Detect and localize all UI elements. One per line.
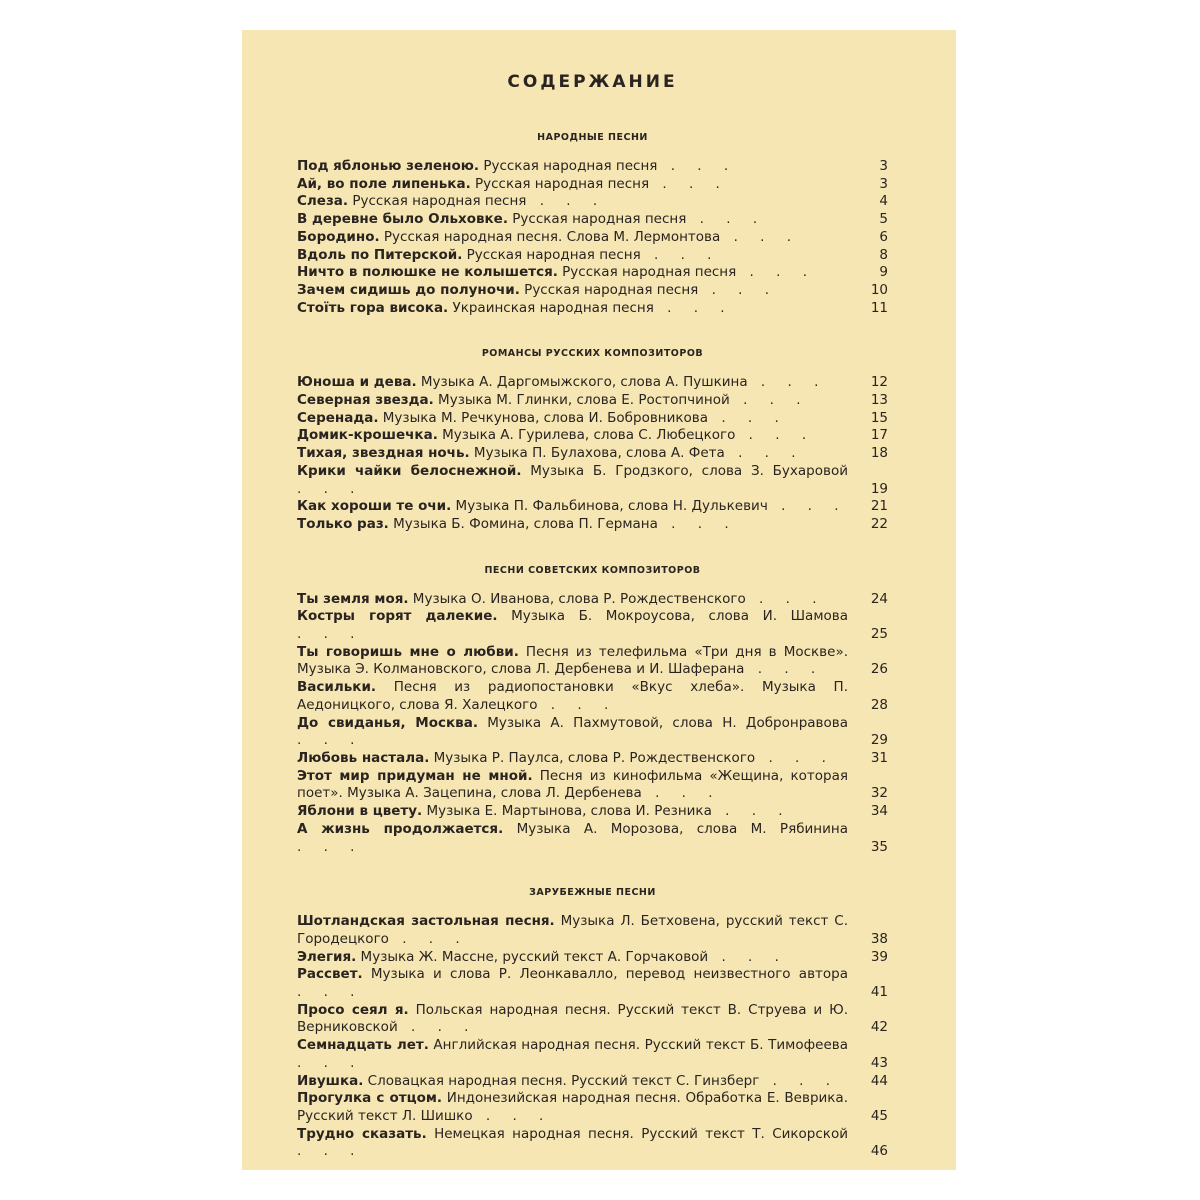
page-number: 13 [870, 392, 888, 409]
entry-text [297, 158, 862, 176]
leader-dots: . . . [297, 480, 364, 497]
entry-description: Музыка П. Фальбинова, слова Н. Дулькевич [451, 498, 768, 515]
entry-title: Слеза. [297, 193, 349, 210]
page-number: 4 [879, 193, 888, 210]
page-number: 3 [879, 158, 888, 174]
leader-dots: . . . [640, 246, 721, 263]
leader-dots: . . . [657, 158, 738, 174]
entry-text [297, 1126, 862, 1161]
page-number: 41 [870, 984, 888, 1001]
entry-title: Серенада. [297, 409, 379, 426]
toc-entry [297, 410, 888, 428]
entry-text [297, 1037, 862, 1072]
page-number: 22 [870, 515, 888, 532]
entry-title: Под яблонью зеленою. [297, 158, 480, 174]
entry-text [297, 392, 862, 410]
entry-text [297, 1073, 862, 1091]
page-number: 28 [870, 696, 888, 713]
toc-entry [297, 1073, 888, 1091]
entry-title: Только раз. [297, 515, 389, 532]
leader-dots: . . . [397, 1019, 478, 1036]
entry-text [297, 211, 862, 229]
entry-text [297, 516, 862, 534]
toc-entry [297, 591, 888, 609]
entry-text [297, 768, 862, 803]
toc-entry [297, 282, 888, 300]
leader-dots: . . . [649, 175, 729, 192]
entry-description: Музыка Ж. Массне, русский текст А. Горчаковой [356, 948, 709, 965]
entry-description: Музыка А. Морозова, слова М. Рябинина [503, 820, 848, 837]
toc-entry [297, 768, 888, 803]
toc-section [297, 348, 888, 533]
page-number: 10 [870, 281, 888, 298]
entry-description: Музыка Е. Мартынова, слова И. Резника [422, 803, 712, 820]
entry-description: Песня из телефильма «Три дня в Москве». Музыка Э. Колмановского, слова Л. Дербенева и И. Шаферана [297, 643, 848, 678]
entry-text [297, 374, 862, 392]
toc-entry [297, 949, 888, 967]
leader-dots: . . . [526, 193, 607, 210]
entry-text [297, 803, 862, 821]
entry-title: Домик-крошечка. [297, 427, 438, 444]
entry-title: Прогулка с отцом. [297, 1090, 443, 1107]
entry-title: Ничто в полюшке не колышется. [297, 264, 558, 281]
page-number: 39 [870, 948, 888, 965]
leader-dots: . . . [747, 374, 828, 391]
entry-title: Вдоль по Питерской. [297, 246, 463, 263]
leader-dots: . . . [297, 626, 364, 643]
page-number: 29 [870, 732, 888, 749]
page-number: 43 [870, 1054, 888, 1071]
entry-description: Украинская народная песня [448, 299, 654, 316]
toc-entry [297, 644, 888, 679]
entry-text [297, 176, 862, 194]
entry-title: Северная звезда. [297, 392, 434, 409]
entry-description: Русская народная песня [462, 246, 641, 263]
leader-dots: . . . [297, 1143, 364, 1160]
toc-entry [297, 264, 888, 282]
leader-dots: . . . [745, 590, 826, 607]
entry-text [297, 427, 862, 445]
entry-text [297, 229, 862, 247]
page-title: СОДЕРЖАНИЕ [507, 72, 678, 92]
entry-text [297, 591, 862, 609]
leader-dots: . . . [388, 930, 469, 947]
entry-title: Ай, во поле липенька. [297, 175, 471, 192]
page-number: 31 [870, 749, 888, 766]
toc-entry [297, 966, 888, 1001]
leader-dots: . . . [657, 515, 738, 532]
page-number: 17 [870, 427, 888, 444]
entry-description: Песня из радиопостановки «Вкус хлеба». Музыка П. Аедоницкого, слова Я. Халецкого [297, 679, 848, 713]
section-title: ЗАРУБЕЖНЫЕ ПЕСНИ [529, 887, 656, 899]
toc-page [242, 30, 956, 1170]
entry-description: Русская народная песня. Слова М. Лермонтова [379, 228, 721, 245]
page-number: 38 [870, 930, 888, 947]
entry-description: Русская народная песня [479, 158, 658, 174]
toc-entry [297, 1126, 888, 1161]
entry-text [297, 300, 862, 318]
entry-title: Зачем сидишь до полуночи. [297, 281, 520, 298]
page-number: 45 [870, 1107, 888, 1124]
toc-entry [297, 679, 888, 714]
toc-entry [297, 803, 888, 821]
leader-dots: . . . [698, 281, 779, 298]
entry-text [297, 750, 862, 768]
entry-description: Русская народная песня [470, 175, 650, 192]
leader-dots: . . . [724, 445, 805, 462]
page-number: 11 [870, 299, 888, 316]
page-number: 15 [870, 409, 888, 426]
entry-text [297, 282, 862, 300]
toc-entry [297, 229, 888, 247]
toc-entry [297, 427, 888, 445]
page-number: 3 [879, 175, 888, 192]
entry-text [297, 644, 862, 679]
page-number: 12 [870, 374, 888, 391]
page-number: 26 [870, 661, 888, 678]
leader-dots: . . . [297, 838, 364, 855]
toc-entry [297, 1090, 888, 1125]
leader-dots: . . . [720, 228, 801, 245]
entry-text [297, 966, 862, 1001]
entry-text [297, 679, 862, 714]
entry-title: Ты говоришь мне о любви. [297, 643, 519, 660]
page-number: 19 [870, 480, 888, 497]
leader-dots: . . . [297, 984, 364, 1001]
leader-dots: . . . [297, 732, 364, 749]
toc-entry [297, 463, 888, 498]
page-number: 25 [870, 626, 888, 643]
toc-entry [297, 445, 888, 463]
entry-description: Музыка М. Речкунова, слова И. Бобровникова [378, 409, 709, 426]
entry-title: Этот мир придуман не мной. [297, 767, 533, 784]
toc-entry [297, 158, 888, 176]
entry-text [297, 463, 862, 498]
entry-text [297, 498, 862, 516]
entry-text [297, 445, 862, 463]
entry-title: Юноша и дева. [297, 374, 417, 391]
toc-entry [297, 1037, 888, 1072]
entry-text [297, 1090, 862, 1125]
entry-title: Ты земля моя. [297, 590, 409, 607]
leader-dots: . . . [297, 1054, 364, 1071]
leader-dots: . . . [767, 498, 848, 515]
entry-description: Индонезийская народная песня. Обработка Е. Веврика. Русский текст Л. Шишко [297, 1090, 848, 1124]
entry-title: Просо сеял я. [297, 1001, 409, 1018]
entry-title: А жизнь продолжается. [297, 820, 504, 837]
entry-description: Музыка Б. Мокроусова, слова И. Шамова [497, 608, 848, 625]
entry-text [297, 715, 862, 750]
page-number: 21 [870, 498, 888, 515]
entry-title: Как хороши те очи. [297, 498, 452, 515]
entry-title: Трудно сказать. [297, 1125, 427, 1142]
leader-dots: . . . [735, 427, 816, 444]
leader-dots: . . . [744, 661, 825, 678]
toc-entry [297, 821, 888, 856]
toc-entry [297, 1002, 888, 1037]
page-number: 9 [879, 264, 888, 281]
entry-description: Музыка А. Гурилева, слова С. Любецкого [437, 427, 736, 444]
page-number: 46 [870, 1143, 888, 1160]
toc-sections [297, 132, 888, 1161]
entry-description: Польская народная песня. Русский текст В. Струева и Ю. Верниковской [297, 1001, 848, 1036]
entry-description: Музыка М. Глинки, слова Е. Ростопчиной [433, 392, 730, 409]
leader-dots: . . . [472, 1107, 553, 1124]
entry-title: Костры горят далекие. [297, 608, 498, 625]
entry-title: Элегия. [297, 948, 357, 965]
entry-description: Русская народная песня [348, 193, 527, 210]
toc-section [297, 887, 888, 1161]
page-number: 18 [870, 445, 888, 462]
leader-dots: . . . [755, 749, 835, 766]
entry-text [297, 821, 862, 856]
toc-entry [297, 374, 888, 392]
entry-title: Яблони в цвету. [297, 803, 423, 820]
entry-title: Тихая, звездная ночь. [297, 445, 470, 462]
entry-description: Музыка А. Даргомыжского, слова А. Пушкина [416, 374, 748, 391]
section-title: ПЕСНИ СОВЕТСКИХ КОМПОЗИТОРОВ [484, 564, 701, 576]
entry-description: Песня из кинофильма «Жещина, которая поет». Музыка А. Зацепина, слова Л. Дербенева [297, 767, 849, 802]
toc-entry [297, 608, 888, 643]
page-number: 5 [879, 211, 888, 228]
toc-entry [297, 247, 888, 265]
entry-text [297, 247, 862, 265]
page-number: 6 [879, 228, 888, 245]
entry-description: Музыка и слова Р. Леонкавалло, перевод неизвестного автора [362, 966, 848, 983]
leader-dots: . . . [653, 299, 734, 316]
entry-description: Музыка А. Пахмутовой, слова Н. Добронравова [477, 714, 848, 731]
entry-description: Музыка Б. Гродзкого, слова З. Бухаровой [521, 462, 849, 479]
entry-description: Музыка Л. Бетховена, русский текст С. Городецкого [297, 913, 849, 947]
entry-title: В деревне было Ольховке. [297, 211, 508, 228]
entry-title: Бородино. [297, 228, 380, 245]
page-number: 24 [870, 590, 888, 607]
leader-dots: . . . [641, 785, 722, 802]
entry-description: Русская народная песня [557, 264, 737, 281]
entry-text [297, 913, 862, 948]
section-title: НАРОДНЫЕ ПЕСНИ [537, 132, 648, 143]
page-number: 44 [870, 1072, 888, 1089]
toc-entry [297, 300, 888, 318]
leader-dots: . . . [711, 803, 792, 820]
entry-title: Семнадцать лет. [297, 1037, 429, 1054]
leader-dots: . . . [708, 409, 788, 426]
leader-dots: . . . [708, 948, 788, 965]
page-number: 35 [870, 838, 888, 855]
entry-text [297, 264, 862, 282]
page-number: 42 [870, 1019, 888, 1036]
entry-description: Английская народная песня. Русский текст Б. Тимофеева [428, 1037, 848, 1054]
entry-title: Васильки. [297, 679, 377, 696]
leader-dots: . . . [736, 264, 817, 281]
section-title: РОМАНСЫ РУССКИХ КОМПОЗИТОРОВ [481, 348, 704, 360]
toc-entry [297, 715, 888, 750]
toc-entry [297, 211, 888, 229]
entry-title: Любовь настала. [297, 749, 430, 766]
leader-dots: . . . [686, 211, 767, 228]
entry-text [297, 949, 862, 967]
entry-description: Музыка П. Булахова, слова А. Фета [469, 445, 725, 462]
entry-description: Словацкая народная песня. Русский текст С. Гинзберг [363, 1072, 760, 1089]
toc-entry [297, 392, 888, 410]
entry-description: Немецкая народная песня. Русский текст Т. Сикорской [426, 1125, 848, 1142]
entry-description: Русская народная песня [507, 211, 687, 228]
entry-title: Шотландская застольная песня. [297, 913, 555, 930]
entry-description: Музыка Б. Фомина, слова П. Германа [388, 515, 658, 532]
leader-dots: . . . [537, 696, 618, 713]
toc-entry [297, 176, 888, 194]
leader-dots: . . . [729, 392, 810, 409]
toc-entry [297, 193, 888, 211]
entry-description: Русская народная песня [519, 281, 699, 298]
page-number: 34 [870, 803, 888, 820]
toc-entry [297, 913, 888, 948]
entry-text [297, 410, 862, 428]
entry-text [297, 193, 862, 211]
entry-text [297, 1002, 862, 1037]
page-number: 8 [879, 246, 888, 263]
entry-description: Музыка О. Иванова, слова Р. Рождественского [408, 590, 746, 607]
entry-title: Ивушка. [297, 1072, 364, 1089]
entry-text [297, 608, 862, 643]
entry-title: До свиданья, Москва. [297, 714, 478, 731]
page-number: 32 [870, 785, 888, 802]
entry-title: Стоїть гора висока. [297, 299, 449, 316]
toc-entry [297, 750, 888, 768]
leader-dots: . . . [759, 1072, 840, 1089]
entry-description: Музыка Р. Паулса, слова Р. Рождественского [429, 749, 756, 766]
toc-section [297, 132, 888, 317]
toc-entry [297, 498, 888, 516]
toc-entry [297, 516, 888, 534]
entry-title: Рассвет. [297, 966, 363, 983]
entry-title: Крики чайки белоснежной. [297, 462, 522, 479]
toc-section [297, 565, 888, 857]
